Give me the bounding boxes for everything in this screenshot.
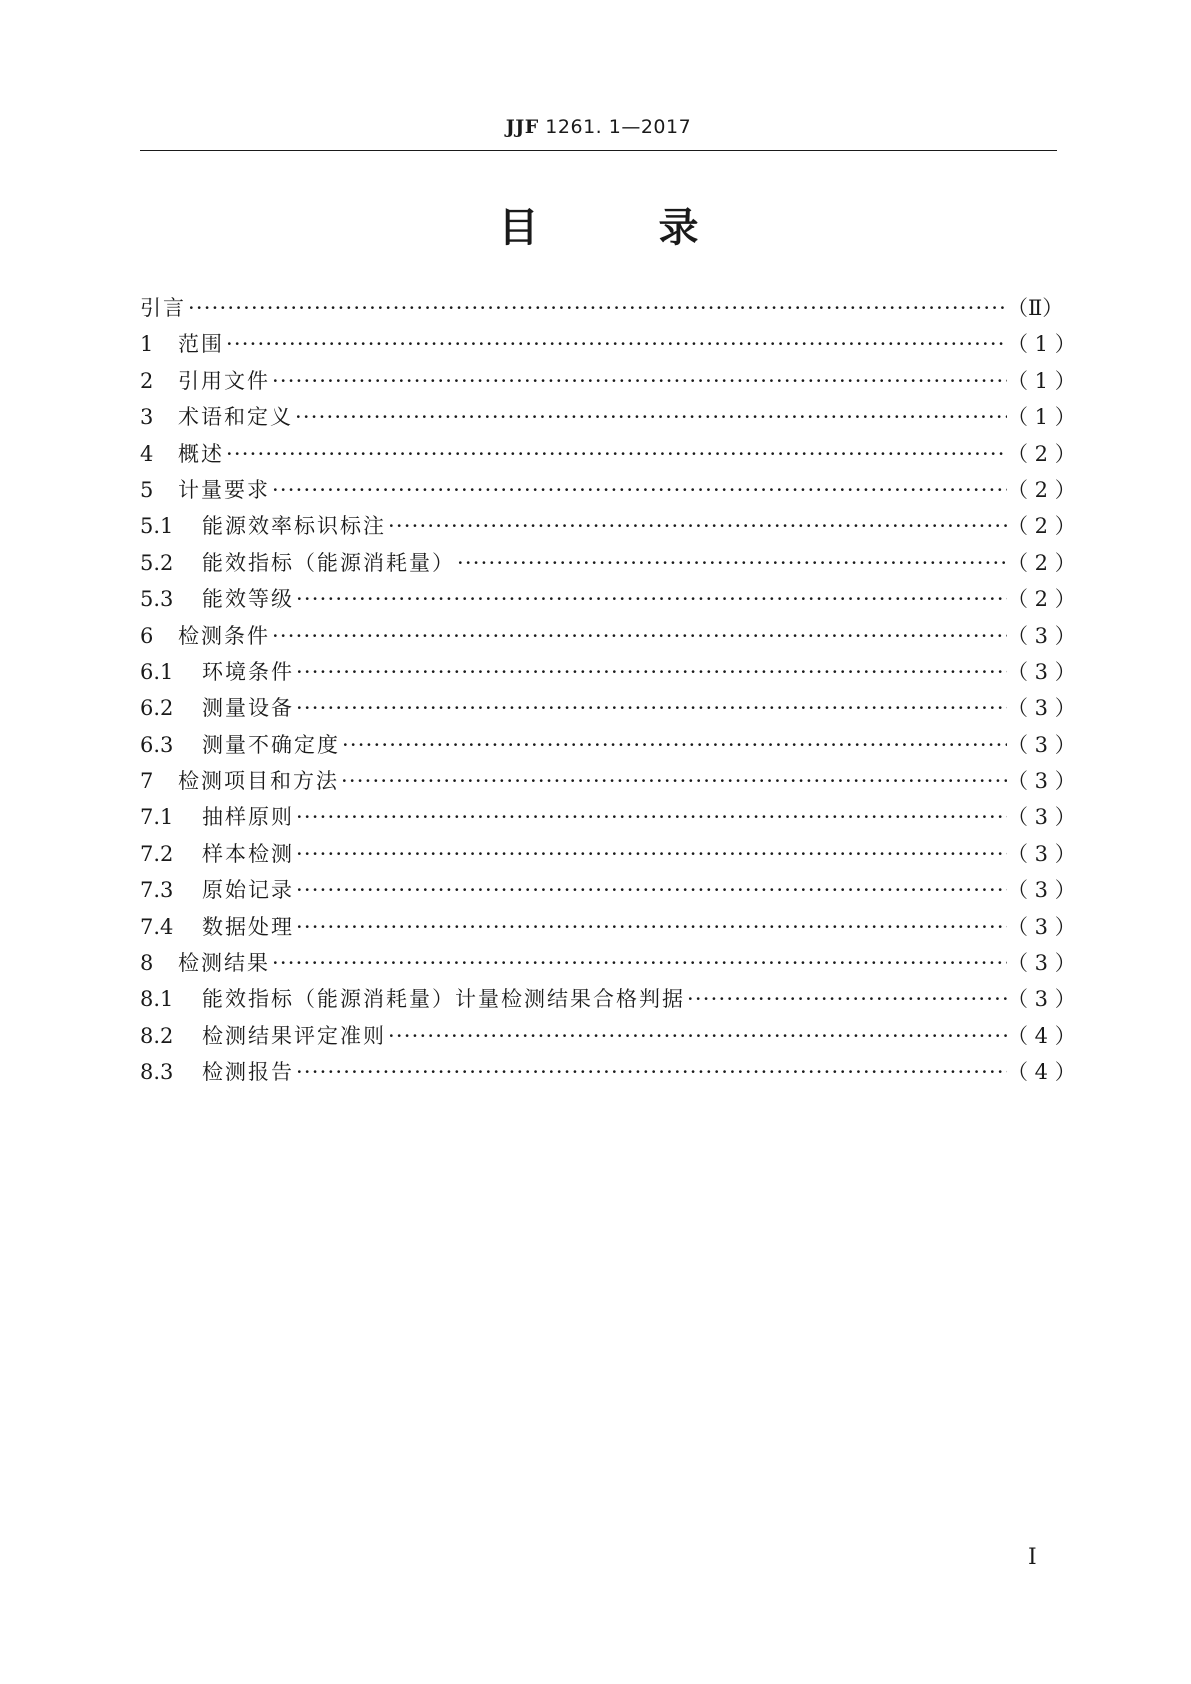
toc-entry[interactable] [140, 290, 1064, 326]
toc-entry-number: 8.2 [140, 1023, 174, 1048]
toc-dot-leader [340, 727, 1007, 763]
standard-prefix: JJF [505, 116, 539, 138]
toc-dot-leader [294, 654, 1007, 690]
toc-entry-number: 4 [140, 441, 154, 466]
toc-entry-label: 引言 [140, 296, 186, 320]
toc-entry-page: （ 2 ） [1007, 550, 1076, 575]
toc-dot-leader [339, 763, 1007, 799]
toc-entry[interactable] [140, 363, 1076, 399]
header-rule [140, 150, 1057, 151]
toc-entry-label: 能效指标（能源消耗量） [202, 550, 455, 575]
toc-dot-leader [224, 326, 1007, 362]
toc-entry-page: （ 1 ） [1007, 405, 1076, 430]
toc-entry-page: （ 3 ） [1007, 878, 1076, 903]
toc-entry-page: （ 3 ） [1007, 951, 1076, 976]
toc-entry[interactable] [140, 763, 1076, 799]
toc-entry[interactable] [140, 872, 1076, 908]
toc-entry-number: 6 [140, 623, 154, 648]
toc-entry-label: 测量设备 [202, 696, 294, 721]
toc-entry-label: 检测项目和方法 [178, 769, 339, 794]
toc-entry[interactable] [140, 472, 1076, 508]
toc-entry-number: 6.3 [140, 732, 174, 757]
toc-entry-label: 概述 [178, 441, 224, 466]
toc-entry-page: （ 3 ） [1007, 732, 1076, 757]
toc-dot-leader [294, 909, 1007, 945]
toc-dot-leader [294, 581, 1007, 617]
toc-entry-label: 计量要求 [178, 477, 270, 502]
toc-entry[interactable] [140, 945, 1076, 981]
toc-entry-label: 能源效率标识标注 [202, 514, 386, 539]
toc-entry-label: 数据处理 [202, 914, 294, 939]
toc-entry-number: 7.2 [140, 841, 174, 866]
toc-entry-label: 能效等级 [202, 587, 294, 612]
toc-entry[interactable] [140, 1018, 1076, 1054]
toc-entry[interactable] [140, 799, 1076, 835]
toc-dot-leader [455, 545, 1007, 581]
toc-entry-page: （ 2 ） [1007, 587, 1076, 612]
toc-entry[interactable] [140, 436, 1076, 472]
toc-entry-label: 引用文件 [178, 368, 270, 393]
toc-entry-number: 7 [140, 769, 154, 794]
toc-entry-page: （ 4 ） [1007, 1060, 1076, 1085]
toc-entry-page: （ 3 ） [1007, 987, 1076, 1012]
toc-dot-leader [270, 618, 1007, 654]
toc-entry-number: 6.2 [140, 696, 174, 721]
toc-entry-page: （ 3 ） [1007, 659, 1076, 684]
toc-entry-label: 术语和定义 [178, 405, 293, 430]
page-number: Ⅰ [1028, 1545, 1037, 1570]
toc-entry-page: （ 3 ） [1007, 841, 1076, 866]
toc-title: 目 录 [498, 205, 699, 251]
toc-entry-number: 5.3 [140, 587, 174, 612]
toc-entry-label: 检测结果评定准则 [202, 1023, 386, 1048]
toc-entry-label: 检测结果 [178, 951, 270, 976]
toc-entry[interactable] [140, 654, 1076, 690]
toc-dot-leader [224, 436, 1007, 472]
toc-entry-number: 2 [140, 368, 154, 393]
toc-entry[interactable] [140, 727, 1076, 763]
toc-entry-page: （ 3 ） [1007, 769, 1076, 794]
toc-entry-label: 测量不确定度 [202, 732, 340, 757]
toc-entry-label: 抽样原则 [202, 805, 294, 830]
toc-dot-leader [270, 472, 1007, 508]
toc-dot-leader [293, 399, 1007, 435]
toc-entry-page: （ 2 ） [1007, 477, 1076, 502]
toc-entry[interactable] [140, 581, 1076, 617]
toc-entry-page: （ 2 ） [1007, 514, 1076, 539]
toc-entry[interactable] [140, 836, 1076, 872]
toc-entry-number: 6.1 [140, 659, 174, 684]
toc-entry-number: 8.1 [140, 987, 174, 1012]
toc-entry-number: 7.3 [140, 878, 174, 903]
toc-dot-leader [386, 1018, 1007, 1054]
toc-dot-leader [294, 690, 1007, 726]
toc-entry-label: 检测条件 [178, 623, 270, 648]
toc-dot-leader [294, 799, 1007, 835]
toc-entry-page: （ 1 ） [1007, 332, 1076, 357]
toc-entry-page: （ 3 ） [1007, 914, 1076, 939]
toc-entry-number: 7.1 [140, 805, 174, 830]
toc-entry-label: 范围 [178, 332, 224, 357]
toc-dot-leader [294, 836, 1007, 872]
toc-dot-leader [270, 363, 1007, 399]
toc-dot-leader [294, 1054, 1007, 1090]
toc-entry-label: 环境条件 [202, 659, 294, 684]
toc-entry-number: 3 [140, 405, 154, 430]
toc-entry[interactable] [140, 545, 1076, 581]
toc-entry[interactable] [140, 508, 1076, 544]
toc-entry-label: 检测报告 [202, 1060, 294, 1085]
toc-entry-number: 5.1 [140, 514, 174, 539]
toc-entry-page: （ 3 ） [1007, 696, 1076, 721]
toc-entry[interactable] [140, 690, 1076, 726]
toc-list [140, 290, 1076, 1091]
toc-entry-number: 1 [140, 332, 154, 357]
toc-entry[interactable] [140, 909, 1076, 945]
toc-entry[interactable] [140, 981, 1076, 1017]
toc-entry-number: 5.2 [140, 550, 174, 575]
toc-entry-page: （ 3 ） [1007, 805, 1076, 830]
toc-dot-leader [270, 945, 1007, 981]
toc-entry-page: （ 1 ） [1007, 368, 1076, 393]
toc-entry-label: 能效指标（能源消耗量）计量检测结果合格判据 [202, 987, 685, 1012]
toc-entry-number: 5 [140, 477, 154, 502]
toc-entry-label: 原始记录 [202, 878, 294, 903]
toc-entry-page: （Ⅱ） [1007, 296, 1064, 320]
toc-entry-number: 7.4 [140, 914, 174, 939]
toc-entry[interactable] [140, 618, 1076, 654]
toc-dot-leader [186, 290, 1007, 326]
toc-entry-number: 8 [140, 951, 154, 976]
toc-entry[interactable] [140, 1054, 1076, 1090]
toc-entry-page: （ 3 ） [1007, 623, 1076, 648]
standard-number: 1261. 1—2017 [538, 116, 692, 138]
toc-entry-page: （ 4 ） [1007, 1023, 1076, 1048]
toc-entry[interactable] [140, 326, 1076, 362]
toc-entry[interactable] [140, 399, 1076, 435]
toc-dot-leader [685, 981, 1007, 1017]
running-header [140, 116, 1057, 138]
toc-entry-label: 样本检测 [202, 841, 294, 866]
toc-dot-leader [294, 872, 1007, 908]
toc-entry-number: 8.3 [140, 1060, 174, 1085]
toc-dot-leader [386, 508, 1007, 544]
toc-entry-page: （ 2 ） [1007, 441, 1076, 466]
